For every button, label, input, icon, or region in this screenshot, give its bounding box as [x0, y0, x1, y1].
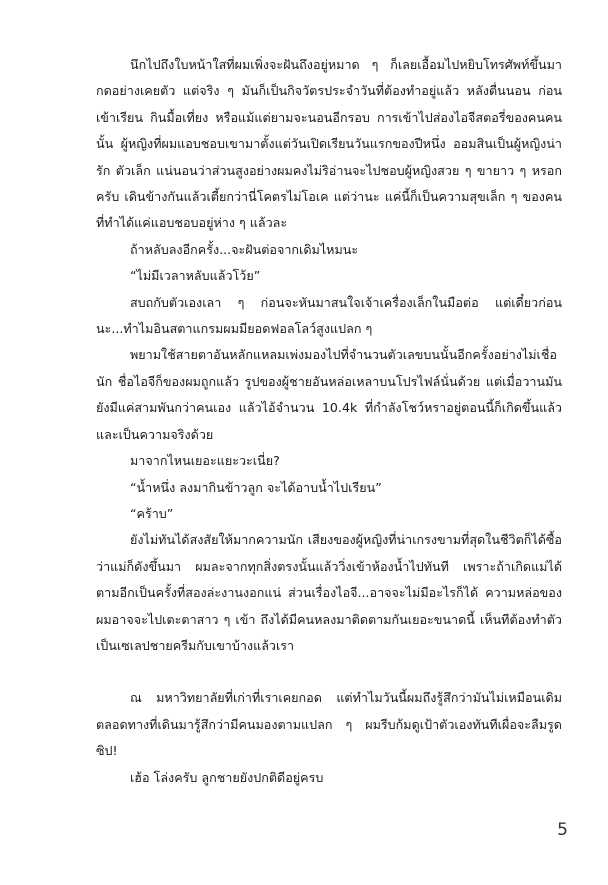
- paragraph-4: สบถกับตัวเองเลา ๆ ก่อนจะหันมาสนใจเจ้าเครื่องเล็กในมือต่อ แต่เดี๋ยวก่อนนะ...ทำไมอินสตาแกรมผมมียอดฟอลโลว์สูงแปลก ๆ: [96, 294, 562, 337]
- paragraph-8: “คร้าบ”: [130, 505, 174, 521]
- body-text: [96, 52, 562, 791]
- page-number: 5: [557, 820, 568, 840]
- paragraph-11: เฮ้อ โล่งครับ ลูกชายยังปกติดีอยู่ครบ: [130, 769, 324, 785]
- paragraph-3: “ไม่มีเวลาหลับแล้วโว้ย”: [130, 268, 261, 284]
- paragraph-7: “น้ำหนึ่ง ลงมากินข้าวลูก จะได้อาบน้ำไปเรียน”: [130, 479, 382, 495]
- paragraph-6: มาจากไหนเยอะแยะวะเนี่ย?: [130, 453, 280, 469]
- paragraph-2: ถ้าหลับลงอีกครั้ง...จะฝันต่อจากเดิมไหมนะ: [130, 241, 359, 257]
- paragraph-9: ยังไม่ทันได้สงสัยให้มากความนัก เสียงของผู้หญิงที่น่าเกรงขามที่สุดในชีวิตก็ได้ซื้อว่าแม่ก็ดังขึ้นมา ผมละจากทุกสิ่งตรงนั้นแล้ววิ่งเข้าห้องน้ำไปทันที เพราะถ้าเกิดแม่ได้ตามอีกเป็นครั้งที่สองล่ะงานงอกแน่ ส่วนเรื่องไอจี...อาจจะไม่มีอะไรก็ได้ ความหล่อของผมอาจจะไปเตะตาสาว ๆ เข้า ถึงได้มีคนหลงมาติดตามกันเยอะขนาดนี้ เห็นทีต้องทำตัวเป็นเซเลปชายครีมกับเขาบ้างแล้วเรา: [96, 532, 562, 653]
- paragraph-5: พยามใช้สายตาอันหลักแหลมเพ่งมองไปที่จำนวนตัวเลขบนนั้นอีกครั้งอย่างไม่เชื่อนัก ชื่อไอจีก็ของผมถูกแล้ว รูปของผู้ชายอันหล่อเหลาบนโปรไฟล์นั่นด้วย แต่เมื่อวานมันยังมีแค่สามพันกว่าคนเอง แล้วไอ้จำนวน 10.4k ที่กำลังโชว์หราอยู่ตอนนี้ก็เกิดขึ้นแล้วและเป็นความจริงด้วย: [96, 347, 562, 442]
- paragraph-10: ณ มหาวิทยาลัยที่เก่าที่เราเคยกอด แต่ทำไมวันนี้ผมถึงรู้สึกว่ามันไม่เหมือนเดิม ตลอดทางที่เดินมารู้สึกว่ามีคนมองตามแปลก ๆ ผมรีบก้มดูเป้าตัวเองทันทีเผื่อจะลืมรูดซิป!: [96, 690, 562, 759]
- paragraph-1: นึกไปถึงใบหน้าใสที่ผมเพิ่งจะฝันถึงอยู่หมาด ๆ ก็เลยเอื้อมไปหยิบโทรศัพท์ขึ้นมากดอย่างเคยตัว แต่จริง ๆ มันก็เป็นกิจวัตรประจำวันที่ต้องทำอยู่แล้ว หลังตื่นนอน ก่อนเข้าเรียน กินมื้อเที่ยง หรือแม้แต่ยามจะนอนอีกรอบ การเข้าไปส่องไอจีสตอรี่ของคนคนนั้น ผู้หญิงที่ผมแอบชอบเขามาตั้งแต่วันเปิดเรียนวันแรกของปีหนึ่ง ออมสินเป็นผู้หญิงน่ารัก ตัวเล็ก แน่นอนว่าส่วนสูงอย่างผมคงไม่ริอ่านจะไปชอบผู้หญิงสวย ๆ ขายาว ๆ หรอกครับ เดินข้างกันแล้วเตี้ยกว่านี่โคตรไม่โอเค แต่ว่านะ แค่นี้ก็เป็นความสุขเล็ก ๆ ของคนที่ทำได้แค่แอบชอบอยู่ห่าง ๆ แล้วละ: [96, 57, 562, 231]
